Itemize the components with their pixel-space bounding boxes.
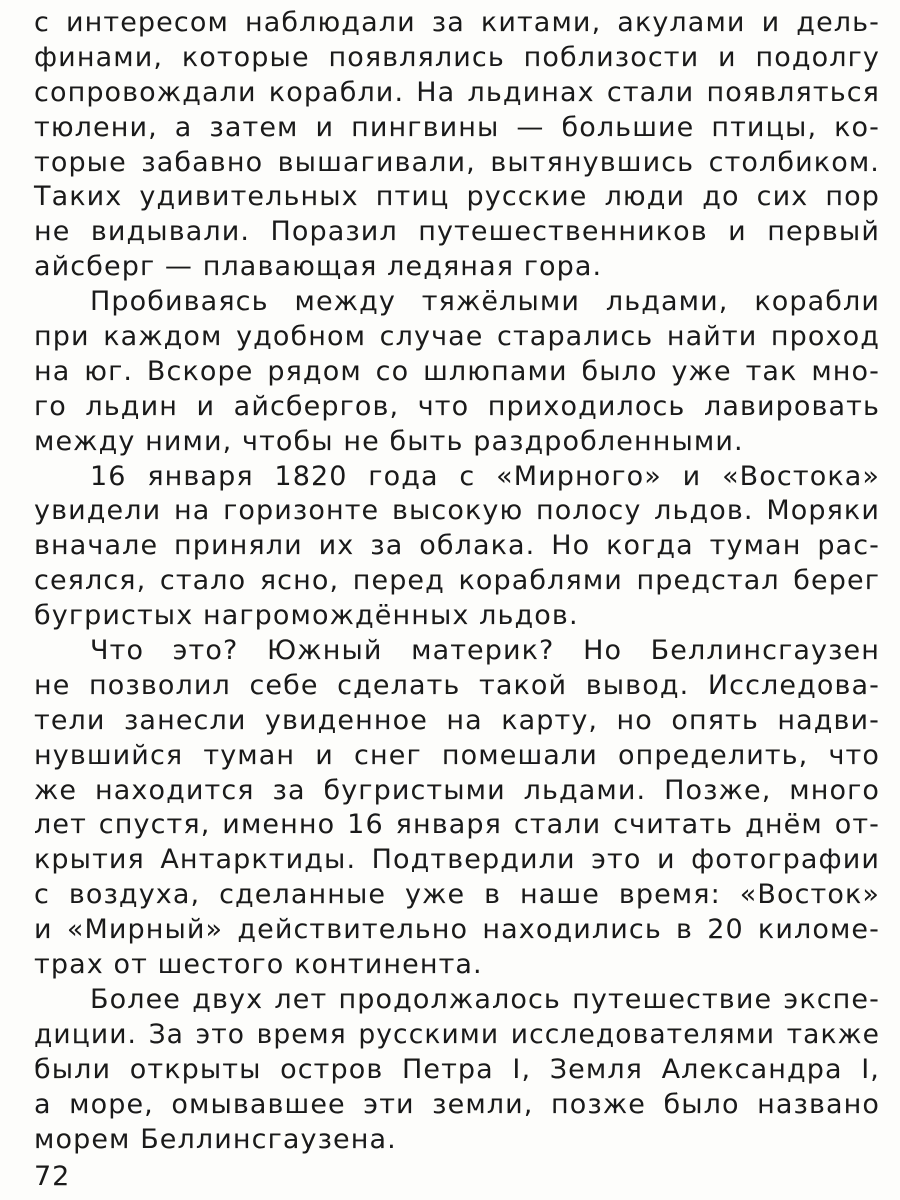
text-line: сопровождали корабли. На льдинах стали появляться bbox=[34, 76, 880, 108]
text-line: трах от шестого континента. bbox=[34, 949, 483, 981]
text-line: с воздуха, сделанные уже в наше время: «Восток» bbox=[34, 879, 880, 911]
text-line: и «Мирный» действительно находились в 20 киломе- bbox=[34, 914, 880, 946]
text-line: сеялся, стало ясно, перед кораблями предстал берег bbox=[34, 565, 880, 597]
text-line: морем Беллинсгаузена. bbox=[34, 1123, 397, 1155]
text-line: были открыты остров Петра I, Земля Александра I, bbox=[34, 1053, 880, 1085]
paragraph-first-line: Пробиваясь между тяжёлыми льдами, корабли bbox=[90, 286, 880, 318]
text-line: финами, которые появлялись поблизости и подолгу bbox=[34, 41, 880, 73]
text-line: не видывали. Поразил путешественников и первый bbox=[34, 216, 880, 248]
text-line: вначале приняли их за облака. Но когда туман рас- bbox=[34, 530, 880, 562]
text-line: между ними, чтобы не быть раздробленными. bbox=[34, 425, 744, 457]
text-line: диции. За это время русскими исследователями также bbox=[34, 1018, 880, 1050]
text-line: а море, омывавшее эти земли, позже было названо bbox=[34, 1088, 880, 1120]
text-line: при каждом удобном случае старались найти проход bbox=[34, 321, 880, 353]
text-line: не позволил себе сделать такой вывод. Исследова- bbox=[34, 669, 880, 701]
text-line: на юг. Вскоре рядом со шлюпами было уже так мно- bbox=[34, 355, 880, 387]
text-line: бугристых нагромождённых льдов. bbox=[34, 600, 579, 632]
text-line: тюлени, а затем и пингвины — большие птицы, ко- bbox=[34, 111, 880, 143]
text-line: нувшийся туман и снег помешали определить, что bbox=[34, 739, 880, 771]
text-line: лет спустя, именно 16 января стали считать днём от- bbox=[34, 809, 880, 841]
text-line: айсберг — плавающая ледяная гора. bbox=[34, 251, 603, 283]
text-line: торые забавно вышагивали, вытянувшись столбиком. bbox=[34, 146, 880, 178]
text-line: го льдин и айсбергов, что приходилось лавировать bbox=[34, 390, 880, 422]
text-line: же находится за бугристыми льдами. Позже, много bbox=[34, 774, 880, 806]
text-line: с интересом наблюдали за китами, акулами и дель- bbox=[34, 7, 880, 38]
paragraph-first-line: Что это? Южный материк? Но Беллинсгаузен bbox=[90, 635, 880, 667]
text-line: Таких удивительных птиц русские люди до сих пор bbox=[34, 181, 880, 213]
text-line: тели занесли увиденное на карту, но опять надви- bbox=[34, 704, 880, 736]
body-text bbox=[34, 6, 880, 1157]
paragraph-first-line: 16 января 1820 года с «Мирного» и «Востока» bbox=[90, 460, 880, 492]
text-line: крытия Антарктиды. Подтвердили это и фотографии bbox=[34, 844, 880, 876]
text-line: увидели на горизонте высокую полосу льдов. Моряки bbox=[34, 495, 880, 527]
page-number: 72 bbox=[34, 1161, 71, 1192]
paragraph-first-line: Более двух лет продолжалось путешествие экспе- bbox=[90, 983, 880, 1015]
